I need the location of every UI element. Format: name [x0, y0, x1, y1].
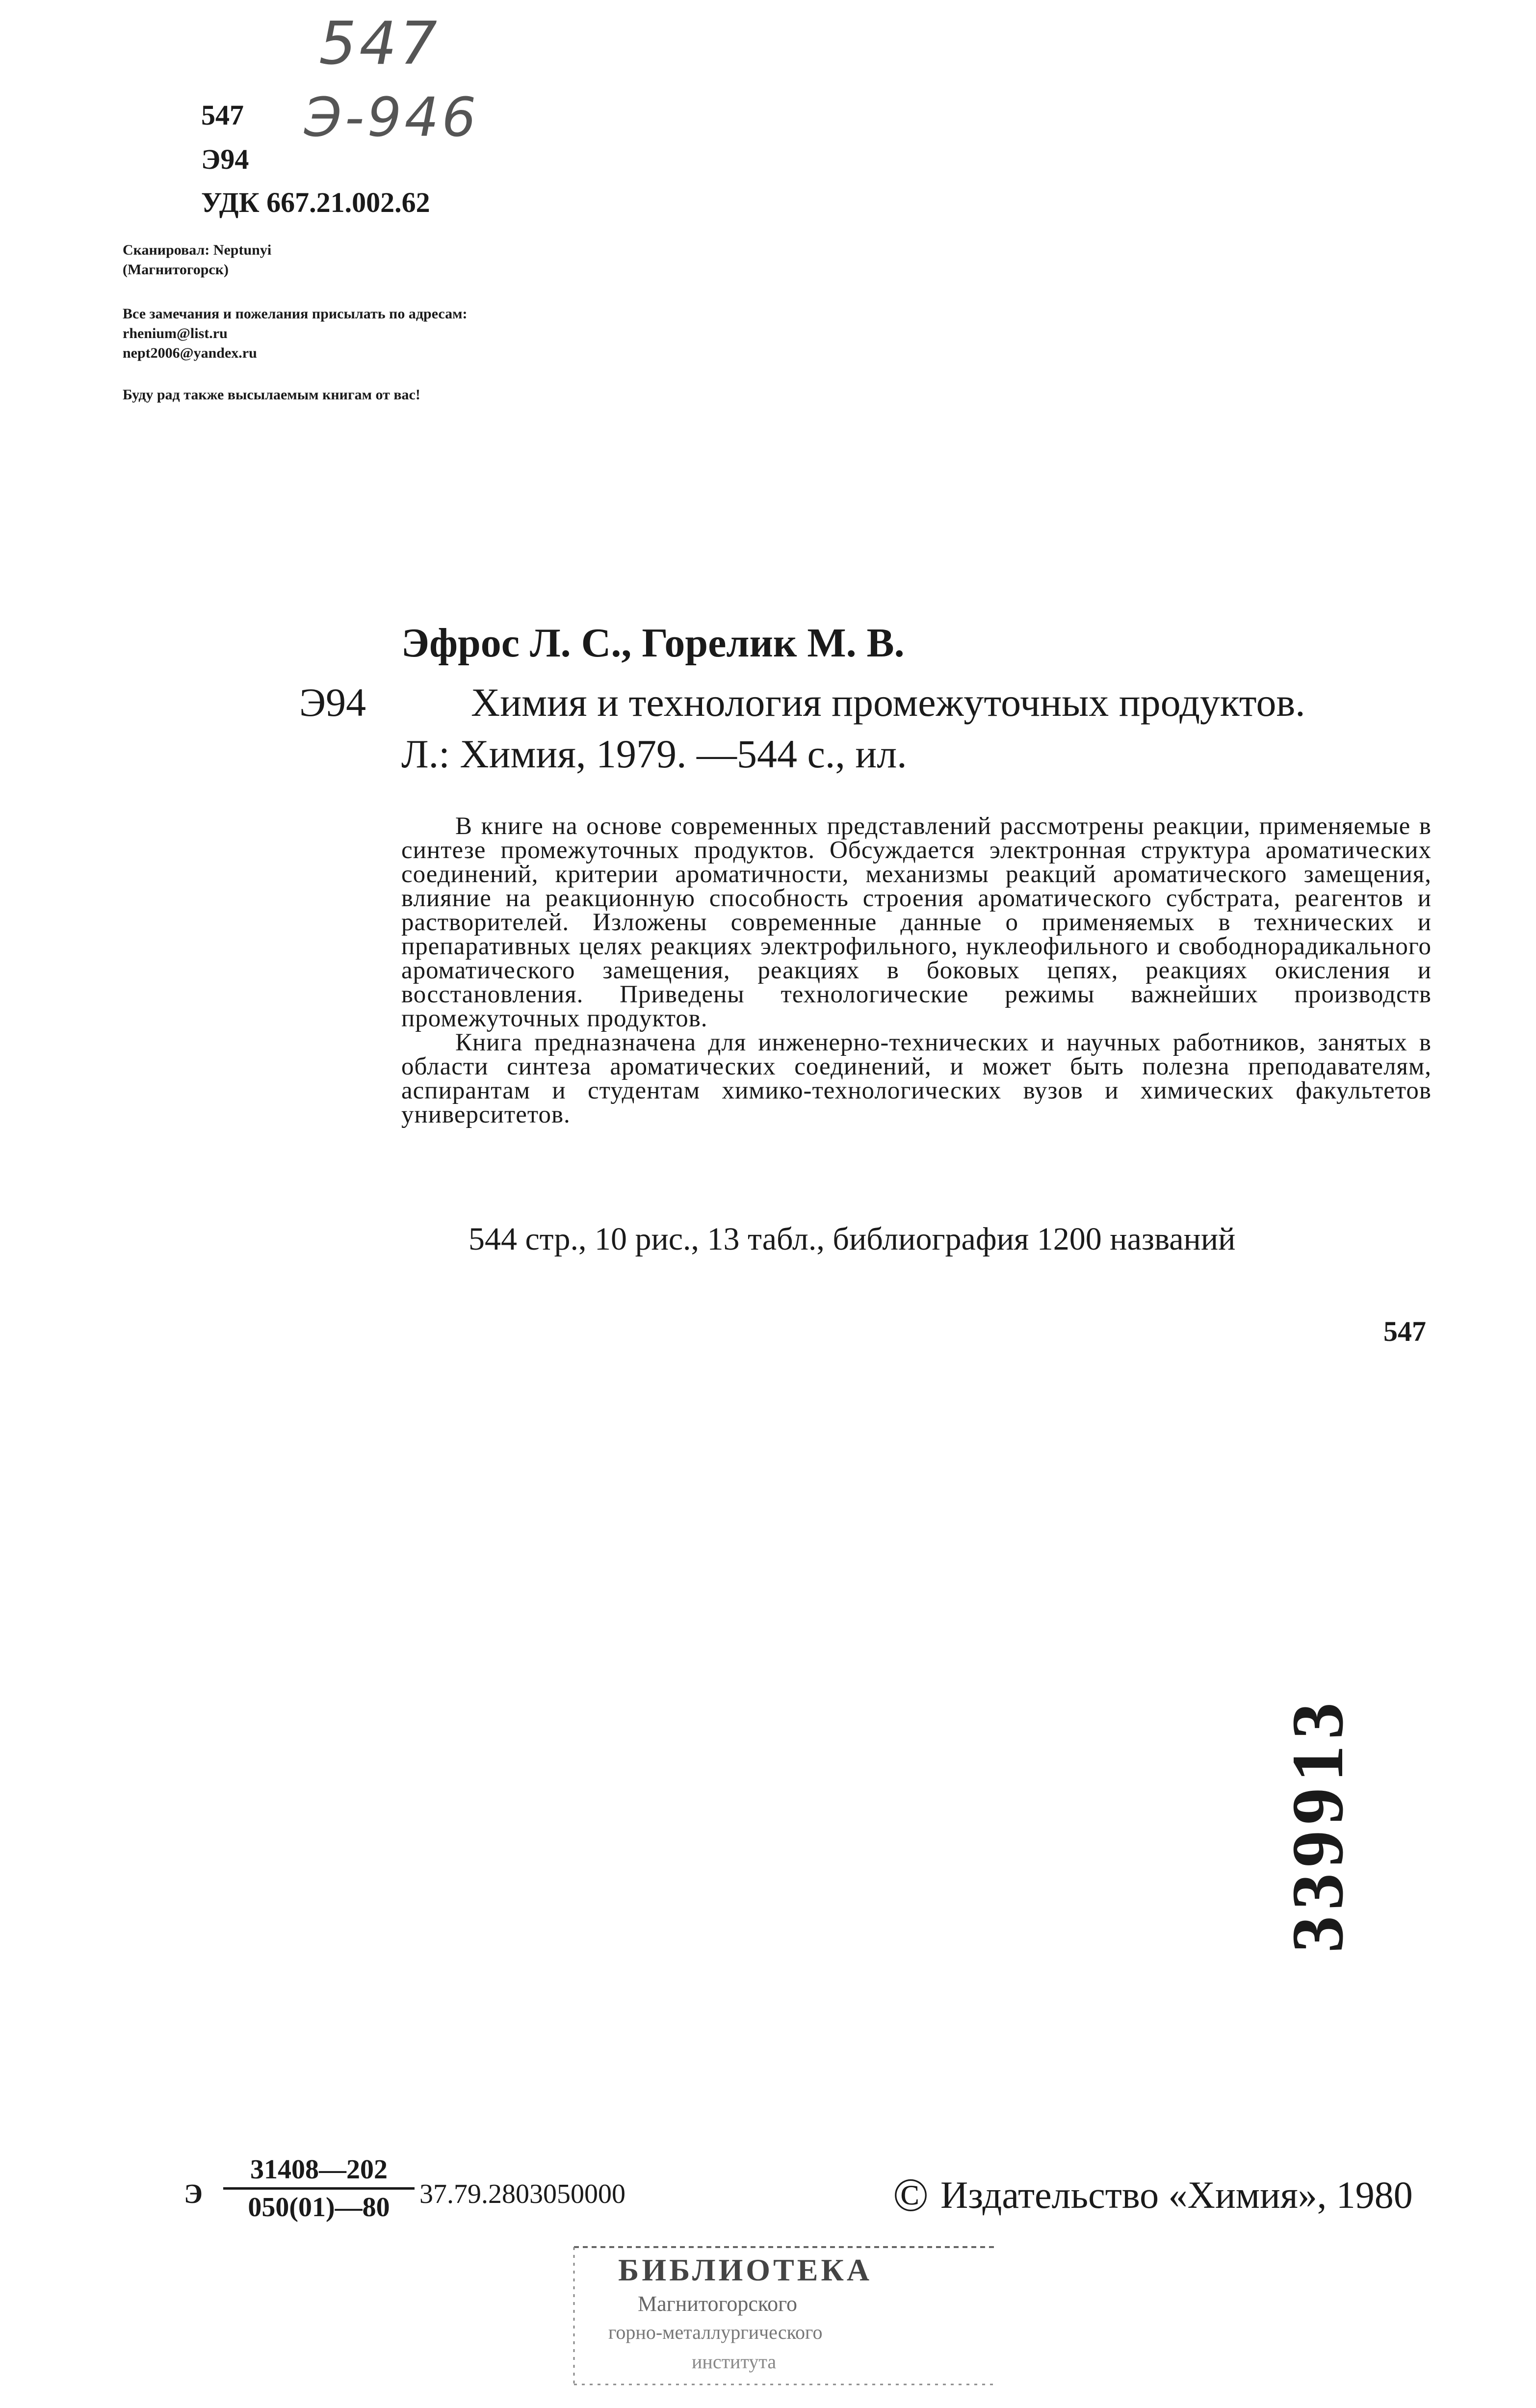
imprint-code: 37.79.2803050000 [419, 2179, 625, 2209]
stamp-line: горно-металлургического [608, 2321, 823, 2343]
book-title: Химия и технология промежуточных продуктов. [471, 680, 1305, 725]
scan-note-line: Сканировал: Neptunyi [123, 242, 272, 258]
stamp-line: БИБЛИОТЕКА [618, 2252, 873, 2287]
publisher: Издательство «Химия», 1980 [940, 2173, 1413, 2216]
library-stamp [564, 2237, 1006, 2394]
classification-code: Э94 [201, 143, 249, 175]
handwritten-number: 547 [319, 10, 441, 78]
imprint-prefix: Э [184, 2179, 203, 2209]
copyright [893, 2168, 1413, 2222]
scan-note-line: (Магнитогорск) [123, 262, 229, 278]
imprint-fraction [223, 2154, 415, 2223]
pages-info: 544 стр., 10 рис., 13 табл., библиография 1200 названий [469, 1221, 1236, 1257]
copyright-icon: © [893, 2169, 929, 2221]
scan-note-email: nept2006@yandex.ru [123, 345, 257, 361]
scan-note-email: rhenium@list.ru [123, 325, 228, 341]
handwritten-code: Э-946 [304, 86, 479, 149]
abstract [401, 814, 1432, 1127]
imprint-numerator: 31408—202 [223, 2154, 415, 2190]
bib-code: Э94 [299, 680, 366, 725]
abstract-paragraph: В книге на основе современных представлений рассмотрены реакции, применяемые в синтезе промежуточных продуктов. Обсуждается электронная структура ароматических соединений, критерии ароматичности, механизмы реакций ароматического замещения, влияние на реакционную способность строения ароматического субстрата, реагентов и растворителей. Изложены современные данные о применяемых в технических и препаративных целях реакциях электрофильного, нуклеофильного и свободнорадикального ароматического замещения, реакциях в боковых цепях, реакциях окисления и восстановления. Приведены технологические режимы важнейших производств промежуточных продуктов. [401, 812, 1432, 1032]
stamp-line: института [692, 2351, 777, 2373]
udk-code: УДК 667.21.002.62 [201, 186, 430, 218]
imprint-denominator: 050(01)—80 [248, 2192, 390, 2223]
abstract-paragraph: Книга предназначена для инженерно-технических и научных работников, занятых в области синтеза ароматических соединений, и может быть полезна преподавателям, аспирантам и студентам химико-технологических вузов и химических факультетов университетов. [401, 1029, 1432, 1128]
scan-note-line: Все замечания и пожелания присылать по адресам: [123, 306, 468, 322]
publication-info: Л.: Химия, 1979. —544 с., ил. [401, 732, 907, 776]
stamp-line: Магнитогорского [638, 2292, 798, 2316]
right-number: 547 [1383, 1315, 1426, 1347]
inventory-number: 339913 [1277, 1697, 1358, 1953]
classification-number: 547 [201, 99, 244, 131]
authors: Эфрос Л. С., Горелик М. В. [401, 620, 905, 666]
scan-note-line: Буду рад также высылаемым книгам от вас! [123, 387, 420, 403]
